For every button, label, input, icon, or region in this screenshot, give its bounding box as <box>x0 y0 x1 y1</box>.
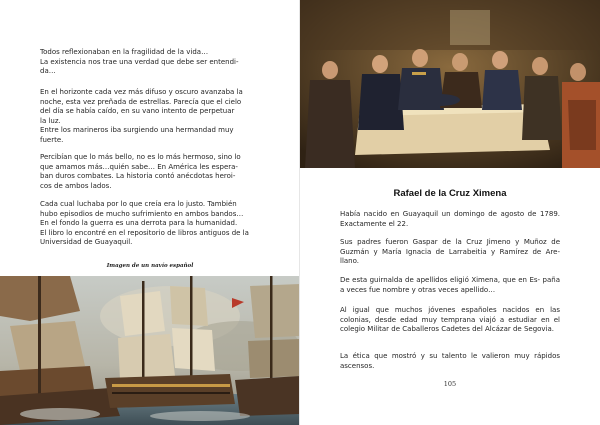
paragraph-4: Cada cual luchaba por lo que creía era lo justo. También hubo episodios de mucho sufrimiento en ambos bandos… En el fondo la guerra es una derrota para la humanidad. El libro lo encontré en el repositorio de libros antiguos de la Universidad de Guayaquil. <box>40 200 249 247</box>
historical-meeting-painting <box>300 0 600 168</box>
image-caption: Imagen de un navío español <box>106 263 194 269</box>
ship-battle-painting <box>0 276 300 425</box>
right-page <box>300 0 600 425</box>
right-paragraph-4: Al igual que muchos jóvenes españoles nacidos en las colonias, desde edad muy temprana viajó a estudiar en el colegio Militar de Caballeros Cadetes del Alcázar de Segovia. <box>340 306 560 334</box>
paragraph-3: Percibían que lo más bello, no es lo más hermoso, sino lo que amamos más…quién sabe… En América les espera- ban duros combates. La historia contó anécdotas heroi- cos de ambos lados. <box>40 153 241 190</box>
paragraph-1: Todos reflexionaban en la fragilidad de la vida… La existencia nos trae una verdad que debe ser entendi- da… <box>40 48 239 76</box>
right-paragraph-1: Había nacido en Guayaquil un domingo de agosto de 1789. Exactamente el 22. <box>340 210 560 228</box>
paragraph-2: En el horizonte cada vez más difuso y oscuro avanzaba la noche, esta vez preñada de estrellas. Parecía que el cielo del día se había caído, en su vano intento de perpetuar la luz. Entre los marineros iba surgiendo una hermandad muy fuerte. <box>40 88 243 144</box>
page-number: 105 <box>443 380 457 388</box>
right-paragraph-5: La ética que mostró y su talento le valieron muy rápidos ascensos. <box>340 352 560 370</box>
right-paragraph-2: Sus padres fueron Gaspar de la Cruz Jimeno y Muñoz de Guzmán y María Ignacia de Larrabeitia y Ramírez de Are- llano. <box>340 238 560 266</box>
right-paragraph-3: De esta guirnalda de apellidos eligió Ximena, que en Es- paña a veces fue nombre y otras veces apellido… <box>340 276 560 294</box>
section-title: Rafael de la Cruz Ximena <box>393 188 507 199</box>
